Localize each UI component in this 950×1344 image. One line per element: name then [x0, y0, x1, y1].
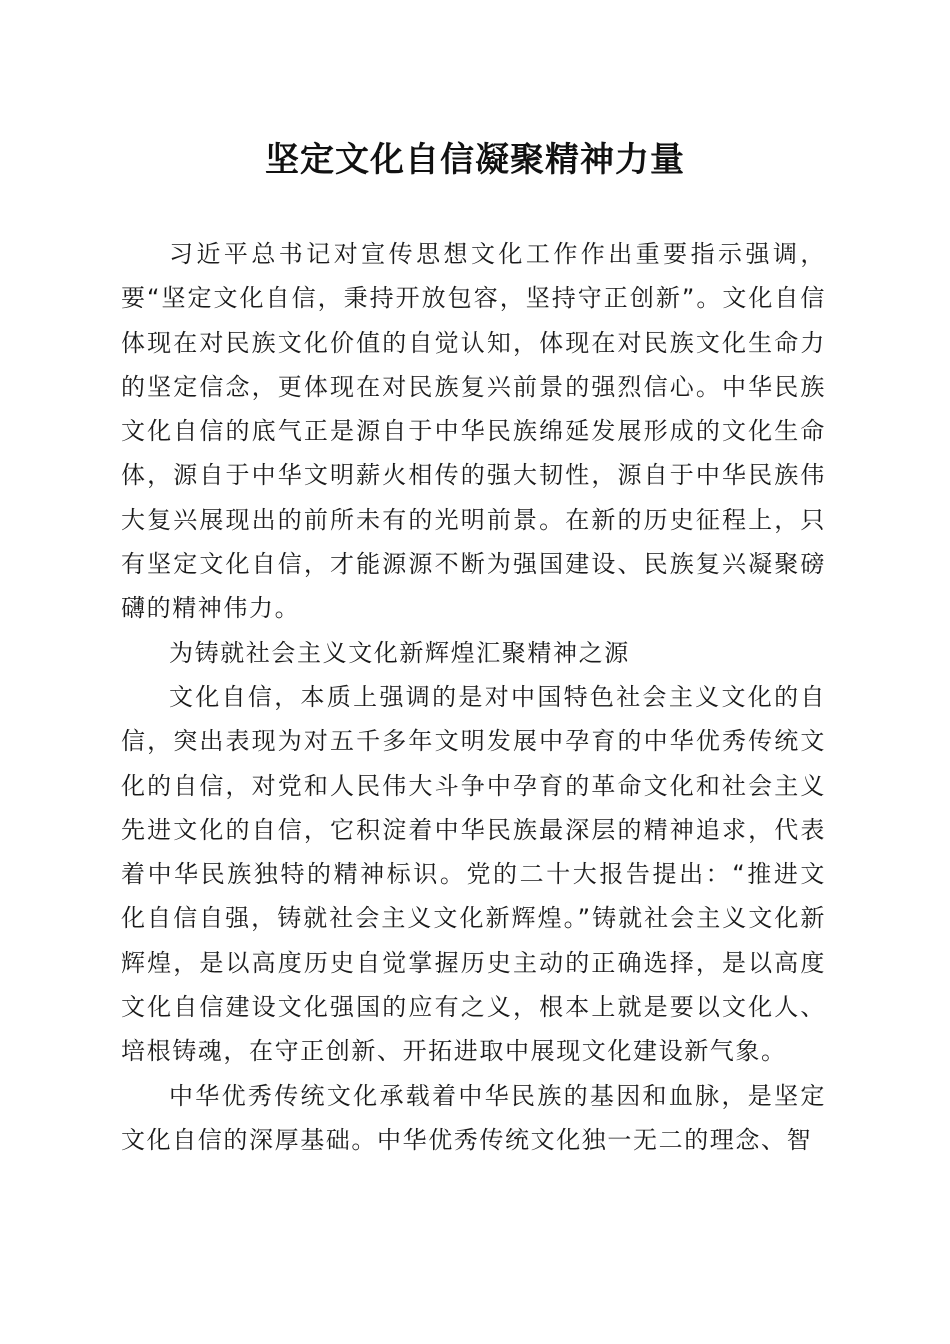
paragraph-cultural-confidence: 文化自信，本质上强调的是对中国特色社会主义文化的自信，突出表现为对五千多年文明发展中孕育的中华优秀传统文化的自信，对党和人民伟大斗争中孕育的革命文化和社会主义先进文化的自信，它积淀着中华民族最深层的精神追求，代表着中华民族独特的精神标识。党的二十大报告提出：“推进文化自信自强，铸就社会主义文化新辉煌。”铸就社会主义文化新辉煌，是以高度历史自觉掌握历史主动的正确选择，是以高度文化自信建设文化强国的应有之义，根本上就是要以文化人、培根铸魂，在守正创新、开拓进取中展现文化建设新气象。	[121, 682, 826, 1066]
paragraph-intro: 习近平总书记对宣传思想文化工作作出重要指示强调，要“坚定文化自信，秉持开放包容，坚持守正创新”。文化自信体现在对民族文化价值的自觉认知，体现在对民族文化生命力的坚定信念，更体现在对民族复兴前景的强烈信心。中华民族文化自信的底气正是源自于中华民族绵延发展形成的文化生命体，源自于中华文明薪火相传的强大韧性，源自于中华民族伟大复兴展现出的前所未有的光明前景。在新的历史征程上，只有坚定文化自信，才能源源不断为强国建设、民族复兴凝聚磅礴的精神伟力。	[121, 240, 826, 623]
section-heading: 为铸就社会主义文化新辉煌汇聚精神之源	[169, 638, 630, 667]
paragraph-traditional-culture: 中华优秀传统文化承载着中华民族的基因和血脉，是坚定文化自信的深厚基础。中华优秀传统文化独一无二的理念、智	[121, 1081, 826, 1154]
document-body	[121, 232, 826, 1162]
document-title: 坚定文化自信凝聚精神力量	[265, 140, 685, 180]
